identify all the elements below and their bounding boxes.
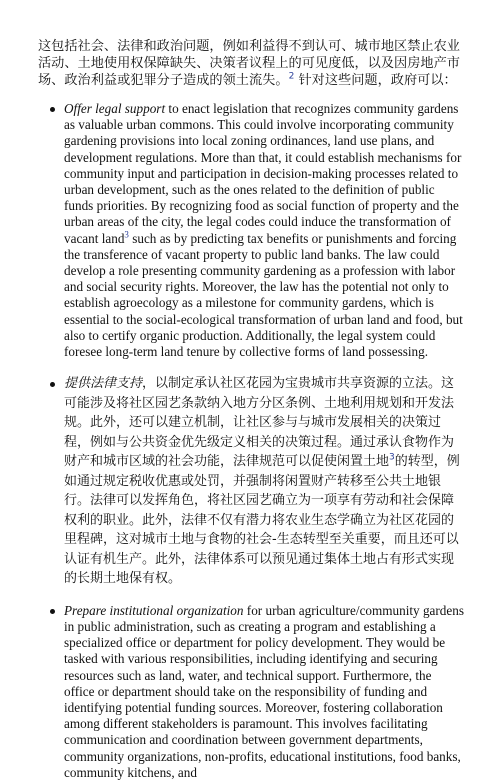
item-text: ，以制定承认社区花园为宝贵城市共享资源的立法。这可能涉及将社区园艺条款纳入地方分区条例、土地利用规划和开发法规。此外，还可以建立机制，让社区参与与城市发展相关的决策过程，例如与公共资金优先级定义相关的决策过程。通过承认食物作为财产和城市区域的社会功能，法律规范可以促使闲置土地 bbox=[64, 376, 455, 470]
item-text: to enact legislation that recognizes community gardens as valuable urban commons. This could involve incorporating community gardening provisions into local zoning ordinances, land use plans, and development regulations. More than that, it could establish mechanisms for community input and participation in decision-making processes related to urban development, such as the ones related to the definition of public funds priorities. By recognizing food as social function of property and the urban areas of the city, the legal codes could induce the transformation of vacant land bbox=[64, 101, 462, 246]
footnote-ref-3[interactable]: 3 bbox=[124, 229, 129, 240]
intro-text: 这包括社会、法律和政治问题，例如利益得不到认可、城市地区禁止农业活动、土地使用权保障缺失、决策者议程上的可见度低，以及因房地产市场、政治利益或犯罪分子造成的领土流失。 bbox=[38, 39, 460, 88]
item-lead: 提供法律支持 bbox=[64, 376, 143, 392]
list-item-legal-support-zh bbox=[38, 374, 464, 589]
item-lead: Offer legal support bbox=[64, 101, 166, 116]
footnote-ref-2[interactable]: 2 bbox=[288, 71, 295, 82]
intro-paragraph bbox=[38, 38, 464, 89]
bullet-icon bbox=[50, 107, 55, 112]
list-item-institutional-organization bbox=[38, 603, 464, 781]
list-item-legal-support-en bbox=[38, 101, 464, 360]
item-lead: Prepare institutional organization bbox=[64, 602, 244, 618]
bullet-icon bbox=[50, 382, 55, 387]
recommendation-list bbox=[38, 101, 464, 781]
intro-tail: 针对这些问题，政府可以： bbox=[294, 73, 457, 88]
footnote-ref-3[interactable]: 3 bbox=[389, 452, 395, 463]
item-text: for urban agriculture/community gardens in public administration, such as creating a program and establishing a specialized office or department for policy development. They would be tasked with various responsibilities, including identifying and securing resources such as land, water, and technical support. Furthermore, the office or department should take on the responsibility of funding and identifying potential funding sources. Moreover, fostering collaboration among different stakeholders is paramount. This involves facilitating communication and coordination between government departments, community organizations, non-profits, educational institutions, food banks, community kitchens, and bbox=[64, 602, 464, 780]
item-text-cont: such as by predicting tax benefits or punishments and forcing the transference of vacant property to public land banks. The law could develop a role presenting community gardening as a profession with labor and social security rights. Moreover, the law has the potential not only to establish agroecology as a milestone for community gardens, which is essential to the social-ecological transformation of urban land and food, but also to certify organic production. Additionally, the legal system could foresee long-term land tenure by collective forms of land possessing. bbox=[64, 230, 463, 360]
bullet-icon bbox=[50, 609, 55, 614]
item-text-cont: 的转型，例如通过规定税收优惠或处罚，并强制将闲置财产转移至公共土地银行。法律可以发挥角色，将社区园艺确立为一项享有劳动和社会保障权利的职业。此外，法律不仅有潜力将农业生态学确立为社区花园的里程碑，这对城市土地与食物的社会-生态转型至关重要，而且还可以认证有机生产。此外，法律体系可以预见通过集体土地占有形式实现的长期土地保有权。 bbox=[64, 454, 460, 587]
